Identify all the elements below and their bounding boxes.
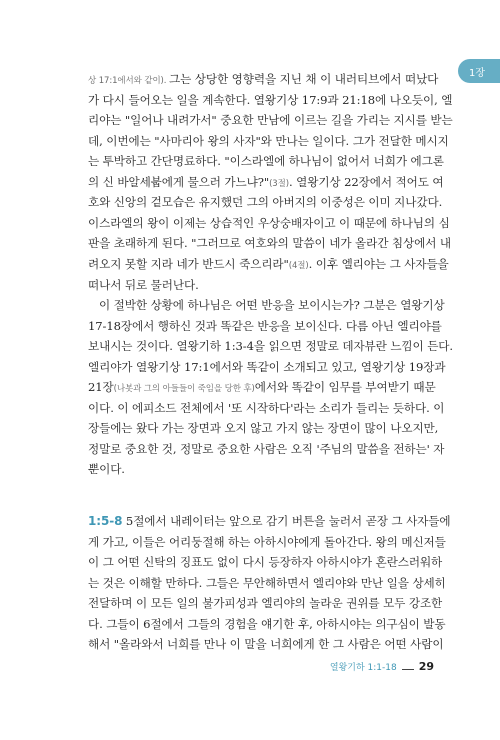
text-line bbox=[88, 339, 453, 354]
line-text: 21장 bbox=[88, 380, 114, 395]
line-text: 판을 초래하게 된다. "그러므로 여호와의 말씀이 네가 올라간 침상에서 내 bbox=[88, 236, 451, 251]
footer-rule bbox=[402, 669, 414, 670]
text-line bbox=[88, 637, 444, 652]
line-text: 정말로 중요한 것, 정말로 중요한 사람은 오직 '주님의 말씀을 전하는' 자 bbox=[88, 441, 445, 456]
line-text: 게 가고, 이들은 어리둥절해 하는 아하시야에게 돌아간다. 왕의 메신저들 bbox=[88, 534, 446, 549]
text-line bbox=[88, 236, 451, 251]
line-text: 해서 "올라와서 너희를 만나 이 말을 너희에게 한 그 사람은 어떤 사람이 bbox=[88, 637, 444, 652]
chapter-tab bbox=[458, 59, 500, 83]
line-text: 는 것은 이해할 만하다. 그들은 무안해하면서 엘리야와 만난 일을 상세히 bbox=[88, 575, 446, 590]
text-line bbox=[88, 72, 439, 87]
line-text: 보내시는 것이다. 열왕기하 1:3-4을 읽으면 정말로 데자뷰란 느낌이 든다. bbox=[88, 339, 453, 354]
line-text: 다. 그들이 6절에서 그들의 경험을 얘기한 후, 아하시야는 의구심이 발동 bbox=[88, 616, 446, 631]
text-line bbox=[88, 256, 449, 272]
text-line bbox=[88, 133, 449, 149]
text-line bbox=[88, 154, 444, 169]
line-text: 이 절박한 상황에 하나님은 어떤 반응을 보이시는가? 그분은 열왕기상 bbox=[99, 298, 445, 313]
text-line bbox=[88, 318, 442, 334]
line-text-tail: . 열왕기상 22장에서 적어도 여 bbox=[288, 174, 444, 189]
line-text: 그는 상당한 영향력을 지닌 채 이 내러티브에서 떠났다 bbox=[168, 72, 439, 86]
text-line bbox=[88, 555, 443, 570]
line-text: 이다. 이 에피소드 전체에서 '또 시작하다'라는 소리가 들리는 듯하다. 이 bbox=[88, 400, 445, 415]
inline-reference: (4절) bbox=[288, 260, 309, 271]
text-line bbox=[88, 92, 453, 108]
line-text: 려오지 못할 지라 네가 반드시 죽으리라" bbox=[88, 256, 289, 271]
text-line bbox=[88, 380, 434, 395]
line-text: 의 신 바알세붑에게 물으러 가느냐?" bbox=[88, 174, 270, 189]
text-line bbox=[88, 514, 451, 529]
line-text-tail: 에서와 똑같이 임무를 부여받기 때문 bbox=[254, 380, 436, 395]
text-line bbox=[88, 215, 450, 231]
text-line bbox=[88, 462, 434, 477]
line-text: 리야는 "일어나 내려가서" 중요한 만남에 이르는 길을 가리는 지시를 받는 bbox=[88, 113, 453, 128]
text-line bbox=[88, 575, 446, 591]
line-text: 5절에서 내레이터는 앞으로 감기 버튼을 눌러서 곧장 그 사자들에 bbox=[122, 514, 451, 528]
text-line bbox=[88, 534, 446, 550]
line-text: 장들에는 왔다 가는 장면과 오지 않고 가지 않는 장면이 많이 나오지만, bbox=[88, 421, 439, 436]
chapter-tab-label: 1장 bbox=[468, 67, 486, 79]
page-number: 29 bbox=[418, 660, 434, 673]
inline-reference: (3절) bbox=[269, 178, 289, 189]
line-text: 뿐이다. bbox=[88, 462, 125, 477]
line-text: 전달하며 이 모든 일의 불가피성과 엘리야의 놀라운 권위를 모두 강조한 bbox=[88, 596, 443, 611]
text-line bbox=[88, 421, 439, 436]
inline-reference: 상 17:1에서와 같이). bbox=[88, 76, 169, 86]
running-title: 열왕기하 1:1-18 bbox=[329, 663, 397, 673]
line-text: 17-18장에서 행하신 것과 똑같은 반응을 보이신다. 다름 아닌 엘리야를 bbox=[88, 318, 442, 333]
line-text: 가 다시 들어오는 일을 계속한다. 열왕기상 17:9과 21:18에 나오듯이, 엘 bbox=[88, 92, 453, 107]
text-line bbox=[88, 113, 453, 128]
text-line bbox=[88, 616, 446, 632]
text-line bbox=[88, 359, 446, 375]
line-text: 데, 이번에는 "사마리아 왕의 사자"와 만나는 일이다. 그가 전달한 메시지 bbox=[88, 133, 449, 148]
text-line bbox=[99, 298, 445, 313]
text-line bbox=[88, 596, 443, 611]
page-footer bbox=[330, 660, 434, 673]
inline-reference: (나봇과 그의 아들들이 죽임을 당한 후) bbox=[113, 384, 255, 395]
line-text: 호와 신앙의 겉모습은 유지했던 그의 아버지의 이중성은 이미 지나갔다. bbox=[88, 195, 443, 210]
line-text: 엘리야가 열왕기상 17:1에서와 똑같이 소개되고 있고, 열왕기상 19장과 bbox=[88, 359, 446, 374]
verse-reference: 1:5-8 bbox=[88, 514, 123, 528]
line-text: 이스라엘의 왕이 이제는 상습적인 우상숭배자이고 이 때문에 하나님의 심 bbox=[88, 215, 450, 230]
text-line bbox=[88, 195, 443, 210]
text-line bbox=[88, 278, 434, 293]
line-text: 떠나서 뒤로 물러난다. bbox=[88, 277, 199, 292]
line-text-tail: . 이후 엘리야는 그 사자들을 bbox=[308, 256, 449, 271]
text-line bbox=[88, 174, 444, 190]
line-text: 는 투박하고 간단명료하다. "이스라엘에 하나님이 없어서 너희가 에그론 bbox=[88, 154, 444, 169]
text-line bbox=[88, 441, 445, 457]
text-line bbox=[88, 400, 445, 416]
line-text: 이 그 어떤 신탁의 징표도 없이 다시 등장하자 아하시야가 혼란스러워하 bbox=[88, 555, 443, 570]
